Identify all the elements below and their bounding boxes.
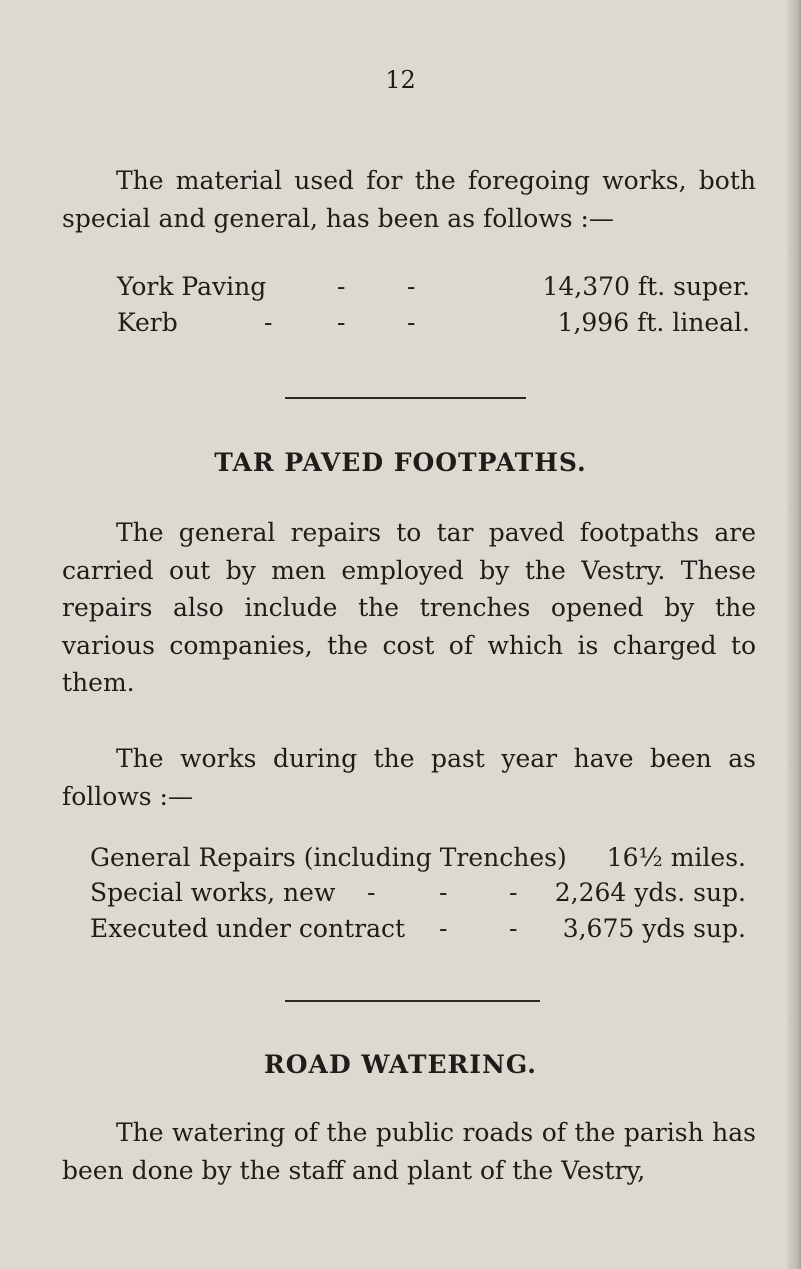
watering-text: The watering of the public roads of the parish has been done by the staff and plant of the Vestry, — [62, 1118, 756, 1185]
dash: - — [407, 308, 416, 337]
works-quantity: 3,675 yds sup. — [562, 914, 746, 943]
intro-text: The material used for the foregoing works, both special and general, has been as follows :— — [62, 166, 756, 233]
material-item: York Paving — [117, 272, 267, 301]
footpaths-text-1: The general repairs to tar paved footpaths are carried out by men employed by the Vestry. These repairs also include the trenches opened by the various companies, the cost of which is charged to them. — [62, 518, 756, 697]
material-quantity: 1,996 ft. lineal. — [557, 308, 750, 337]
heading-road-watering: ROAD WATERING. — [264, 1050, 537, 1079]
footpaths-paragraph-2 — [62, 740, 756, 815]
works-quantity: 16½ miles. — [606, 843, 746, 872]
dash: - — [367, 878, 376, 907]
material-item: Kerb — [117, 308, 178, 337]
dash: - — [337, 272, 346, 301]
dash: - — [264, 308, 273, 337]
section-divider — [285, 397, 526, 399]
dash: - — [337, 308, 346, 337]
material-quantity: 14,370 ft. super. — [542, 272, 750, 301]
dash: - — [439, 878, 448, 907]
page-number: 12 — [385, 66, 416, 94]
works-item: Special works, new — [90, 878, 336, 907]
dash: - — [509, 878, 518, 907]
watering-paragraph — [62, 1114, 756, 1189]
works-item: General Repairs (including Trenches) — [90, 843, 567, 872]
dash: - — [509, 914, 518, 943]
works-quantity: 2,264 yds. sup. — [554, 878, 746, 907]
dash: - — [439, 914, 448, 943]
footpaths-paragraph-1 — [62, 514, 756, 702]
section-divider — [285, 1000, 540, 1002]
heading-tar-paved-footpaths: TAR PAVED FOOTPATHS. — [214, 448, 587, 477]
dash: - — [407, 272, 416, 301]
footpaths-text-2: The works during the past year have been as follows :— — [62, 744, 756, 811]
intro-paragraph — [62, 162, 756, 237]
works-item: Executed under contract — [90, 914, 406, 943]
